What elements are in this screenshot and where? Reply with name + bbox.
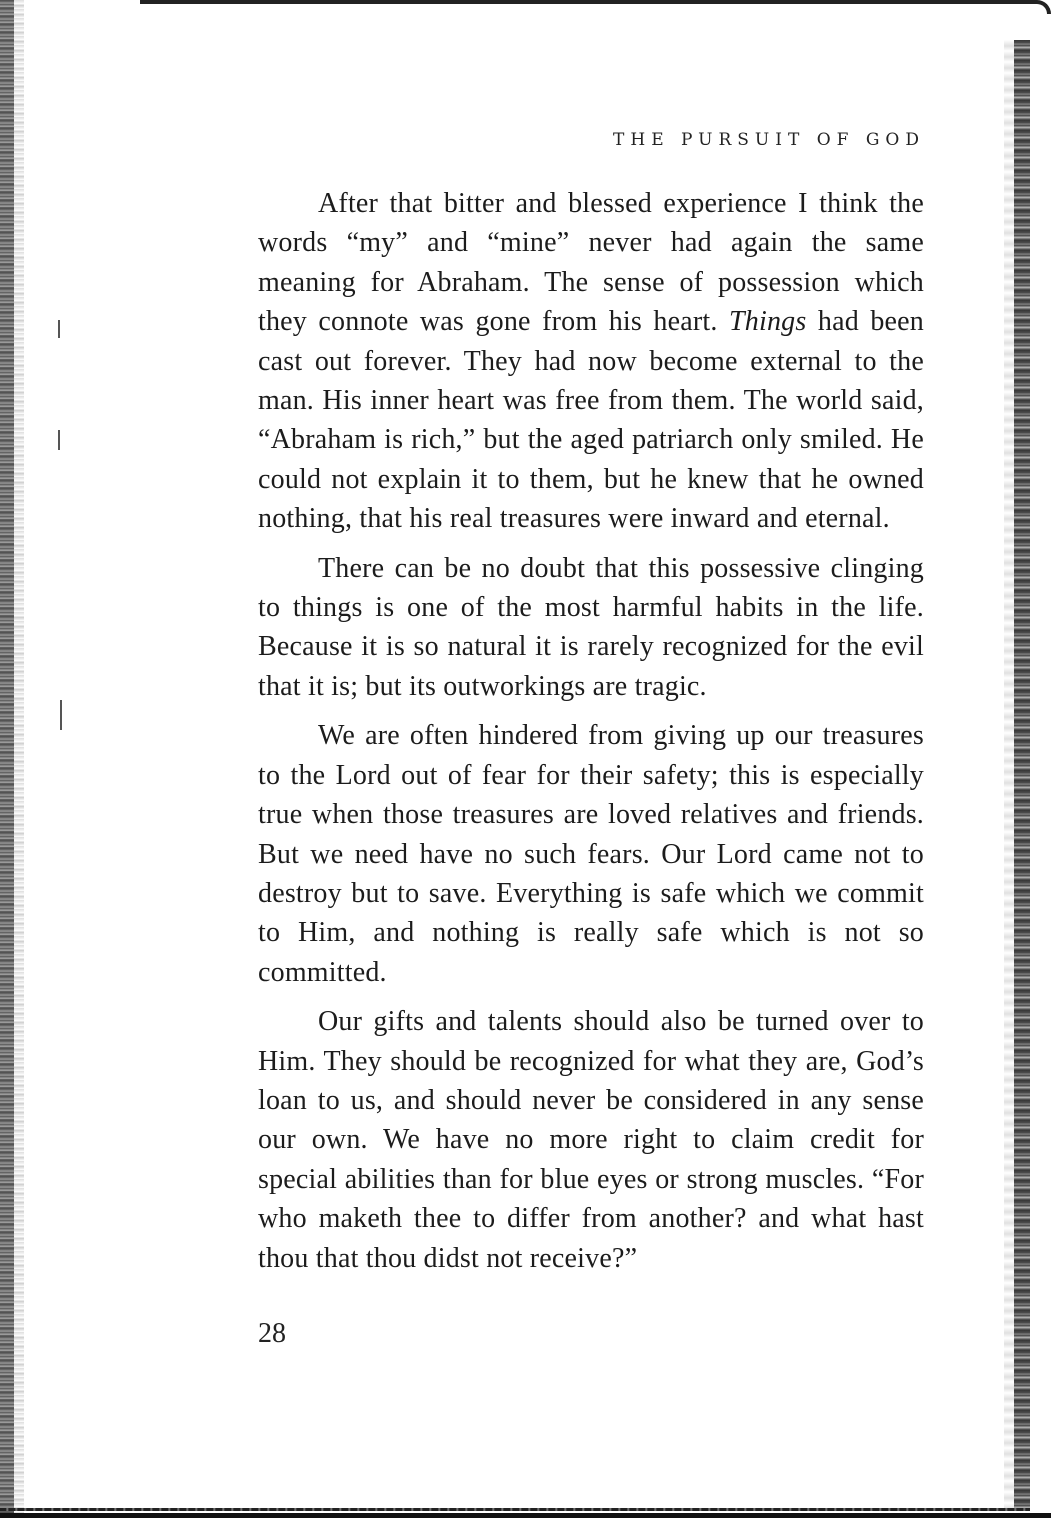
scan-edge-right-shadow: [1004, 40, 1014, 1510]
italic-word: Things: [729, 306, 807, 338]
paragraph: There can be no doubt that this possessive clinging to things is one of the most harmful habits in the life. Because it is so natural it is rarely recognized for the evil that it is; but its outworkings are tragic.: [258, 552, 924, 702]
margin-mark: [58, 320, 60, 338]
paragraph-text: After that bitter and blessed experience I think the words “my” and “mine” never had again the same meaning for Abraham. The sense of possession which they connote was gone from his heart.: [258, 188, 924, 338]
scan-edge-bottom: [0, 1508, 1030, 1511]
margin-mark: [58, 430, 60, 450]
margin-mark: [60, 700, 62, 730]
running-head: THE PURSUIT OF GOD: [613, 130, 925, 150]
scan-edge-right: [1014, 40, 1030, 1510]
scan-edge-top: [140, 0, 1020, 4]
scan-edge-left-shadow: [14, 0, 24, 1518]
paragraph: We are often hindered from giving up our treasures to the Lord out of fear for their safety; this is especially true when those treasures are loved relatives and friends. But we need have no such fears. Our Lord came not to destroy but to save. Everything is safe which we commit to Him, and nothing is really safe which is not so committed.: [258, 720, 924, 988]
paragraph-text: had been cast out forever. They had now become external to the man. His inner heart was free from them. The world said, “Abraham is rich,” but the aged patriarch only smiled. He could not explain it to them, but he knew that he owned nothing, that his real treasures were inward and eternal.: [258, 306, 924, 535]
body-text: [258, 184, 924, 1288]
scan-edge-bottom-border: [0, 1513, 1051, 1518]
paragraph: Our gifts and talents should also be turned over to Him. They should be recognized for what they are, God’s loan to us, and should never be considered in any sense our own. We have no more right to claim credit for special abilities than for blue eyes or strong muscles. “For who maketh thee to differ from another? and what hast thou that thou didst not receive?”: [258, 1006, 924, 1274]
page-number: 28: [258, 1318, 286, 1349]
paragraph: [258, 184, 924, 539]
scan-edge-corner: [995, 0, 1051, 14]
scan-edge-left: [0, 0, 14, 1518]
